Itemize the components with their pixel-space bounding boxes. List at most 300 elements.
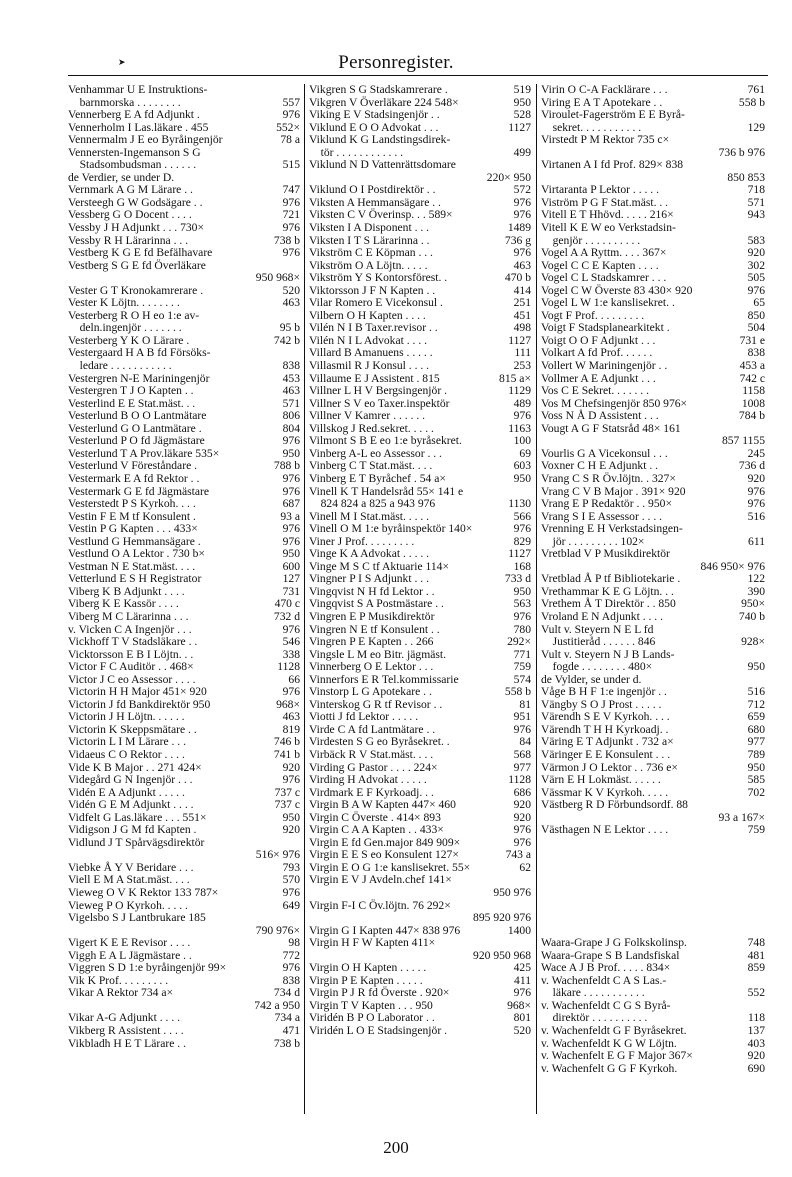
entry-page-ref: 920	[513, 810, 531, 824]
entry-page-ref: 1158	[742, 384, 765, 398]
register-entry	[309, 523, 531, 536]
entry-page-ref: 712	[747, 697, 765, 711]
register-entry	[541, 84, 765, 97]
entry-name: Vidaeus C O Rektor . . . .	[68, 747, 185, 761]
register-entry	[309, 962, 531, 975]
entry-name: Viner J Prof. . . . . . . . .	[309, 534, 415, 548]
entry-page-ref: 84	[519, 735, 531, 749]
entry-page-ref: 680	[747, 722, 765, 736]
register-entry	[68, 661, 300, 674]
entry-name: Vogel C L Stadskamrer . . .	[541, 271, 667, 285]
entry-name: Viksten A Hemmansägare . .	[309, 195, 441, 209]
entry-name: Virgin O H Kapten . . . . .	[309, 961, 427, 975]
entry-name: Virgin T V Kapten . . . 950	[309, 998, 433, 1012]
register-entry	[68, 749, 300, 762]
entry-name: Vieweg P O Kyrkoh. . . . .	[68, 898, 188, 912]
entry-page-ref: 583	[747, 233, 765, 247]
entry-page-ref: 571	[282, 396, 300, 410]
entry-name: Virtaranta P Lektor . . . . .	[541, 183, 659, 197]
entry-page-ref: 516× 976	[255, 848, 300, 862]
entry-page-ref: 976	[513, 609, 531, 623]
entry-page-ref: 838	[282, 973, 300, 987]
entry-page-ref: 976	[282, 221, 300, 235]
entry-name: Villasmil R J Konsul . . . .	[309, 359, 430, 373]
entry-page-ref: 66	[288, 672, 300, 686]
entry-page-ref: 788 b	[273, 459, 300, 473]
entry-name: Värmon J O Lektor . . 736 e×	[541, 760, 678, 774]
entry-name: Vestergren T J O Kapten . .	[68, 384, 194, 398]
register-entry	[541, 661, 765, 674]
register-entry	[541, 272, 765, 285]
entry-name: Voigt O O F Adjunkt . . .	[541, 333, 656, 347]
entry-name: Virgin C Överste . 414× 893	[309, 810, 441, 824]
register-entry	[68, 435, 300, 448]
entry-name: Västhagen N E Lektor . . . .	[541, 823, 669, 837]
entry-name: Vesterberg Y K O Lärare .	[68, 333, 190, 347]
entry-page-ref: 65	[753, 296, 765, 310]
entry-name: Vingren P E Kapten . . 266	[309, 635, 434, 649]
entry-name: Vernmark A G M Lärare . .	[68, 183, 193, 197]
entry-name: Vogel L W 1:e kanslisekret. .	[541, 296, 675, 310]
entry-page-ref: 950 968×	[255, 271, 300, 285]
entry-name: Vestberg K G E fd Befälhavare	[68, 246, 213, 260]
entry-page-ref: 928×	[741, 635, 765, 649]
register-entry	[309, 611, 531, 624]
entry-page-ref: 733 d	[504, 572, 531, 586]
entry-page-ref: 736 b 976	[718, 145, 765, 159]
entry-name: Viggren S D 1:e byråingenjör 99×	[68, 961, 227, 975]
entry-name: Viell E M A Stat.mäst. . . .	[68, 873, 190, 887]
entry-page-ref: 976	[513, 195, 531, 209]
register-entry	[309, 84, 531, 97]
entry-page-ref: 850 853	[727, 170, 765, 184]
register-entry	[309, 661, 531, 674]
entry-page-ref: 566	[513, 509, 531, 523]
entry-name: Vängby S O J Prost . . . . .	[541, 697, 662, 711]
register-entry	[541, 222, 765, 235]
margin-mark-icon: ➤	[118, 57, 126, 67]
entry-name: Vidén G E M Adjunkt . . . .	[68, 798, 194, 812]
register-entry	[541, 159, 765, 172]
entry-name: Vikström O A Löjtn. . . . .	[309, 258, 428, 272]
entry-name: Vingqvist S A Postmästare . .	[309, 597, 444, 611]
entry-name: Vikgren V Överläkare 224 548×	[309, 95, 459, 109]
entry-name: Vingren E P Musikdirektör	[309, 609, 435, 623]
entry-page-ref: 118	[748, 1011, 765, 1025]
entry-page-ref: 611	[748, 534, 765, 548]
entry-page-ref: 950	[513, 584, 531, 598]
column-divider	[304, 84, 305, 1114]
entry-page-ref: 600	[282, 559, 300, 573]
entry-name: Stadsombudsman . . . . . .	[68, 158, 197, 172]
entry-page-ref: 976	[282, 685, 300, 699]
entry-page-ref: 920 950 968	[473, 948, 531, 962]
entry-page-ref: 390	[747, 584, 765, 598]
entry-name: Virgin H F W Kapten 411×	[309, 936, 436, 950]
entry-page-ref: 976	[282, 886, 300, 899]
entry-page-ref: 686	[513, 785, 531, 799]
entry-name: sekret. . . . . . . . . . .	[541, 120, 642, 134]
register-entry	[541, 247, 765, 260]
entry-name: Viksten I A Disponent . . .	[309, 221, 430, 235]
entry-name: Vollmer A E Adjunkt . . .	[541, 371, 656, 385]
register-entry	[309, 573, 531, 586]
entry-name: Vinberg C T Stat.mäst. . . .	[309, 459, 433, 473]
register-entry	[309, 912, 531, 925]
entry-page-ref: 1008	[741, 396, 765, 410]
entry-name: Vestergren N-E Mariningenjör	[68, 371, 210, 385]
entry-name: Vidlund J T Spårvägsdirektör	[68, 835, 205, 849]
entry-page-ref: 302	[747, 258, 765, 272]
entry-name: Vidén E A Adjunkt . . . . .	[68, 785, 185, 799]
entry-name: v. Wachenfelt G G F Kyrkoh.	[541, 1061, 678, 1075]
entry-page-ref: 741 b	[273, 747, 300, 761]
entry-name: Viberg M C Lärarinna . . .	[68, 609, 189, 623]
entry-name: Vinberg A-L eo Assessor . . .	[309, 446, 442, 460]
entry-name: Virgin E O G 1:e kanslisekret. 55×	[309, 860, 471, 874]
entry-page-ref: 220× 950	[486, 170, 531, 184]
entry-name: v. Wachenfelt E G F Major 367×	[541, 1049, 693, 1063]
entry-name: Vollert W Mariningenjör . .	[541, 359, 668, 373]
entry-page-ref: 1127	[508, 120, 531, 134]
entry-page-ref: 742 c	[739, 371, 765, 385]
entry-name: Virtanen A I fd Prof. 829× 838	[541, 158, 684, 172]
entry-page-ref: 574	[513, 672, 531, 686]
entry-name: Vrang C V B Major . 391× 920	[541, 484, 686, 498]
entry-name: Vesterstedt P S Kyrkoh. . . .	[68, 497, 196, 511]
entry-page-ref: 759	[513, 660, 531, 674]
entry-page-ref: 81	[519, 697, 531, 711]
entry-name: Vitell K E W eo Verkstadsin-	[541, 221, 676, 235]
register-entry	[541, 297, 765, 310]
entry-name: Waara-Grape S B Landsfiskal	[541, 948, 680, 962]
entry-page-ref: 731	[282, 584, 300, 598]
register-entry	[68, 247, 300, 260]
header-rule	[68, 75, 768, 76]
register-entry	[68, 222, 300, 235]
entry-page-ref: 498	[513, 321, 531, 335]
entry-name: Väring E T Adjunkt . 732 a×	[541, 735, 674, 749]
entry-page-ref: 520	[513, 1024, 531, 1038]
entry-page-ref: 519	[513, 83, 531, 96]
entry-page-ref: 734 a	[274, 1011, 300, 1025]
entry-name: Vesterlind E E Stat.mäst. . .	[68, 396, 196, 410]
entry-page-ref: 748	[747, 936, 765, 950]
register-entry	[309, 887, 531, 900]
entry-name: Virin O C-A Facklärare . . .	[541, 83, 668, 96]
entry-name: Vikgren S G Stadskamrerare .	[309, 83, 448, 96]
entry-name: Vingqvist N H fd Lektor . .	[309, 584, 435, 598]
entry-page-ref: 129	[747, 120, 765, 134]
entry-name: Villaume E J Assistent . 815	[309, 371, 440, 385]
entry-page-ref: 453	[282, 371, 300, 385]
entry-name: Viridén L O E Stadsingenjör .	[309, 1024, 447, 1038]
entry-name: Vilmont S B E eo 1:e byråsekret.	[309, 434, 462, 448]
entry-page-ref: 736 g	[504, 233, 531, 247]
register-entry	[541, 498, 765, 511]
entry-page-ref: 977	[513, 760, 531, 774]
entry-page-ref: 920	[282, 760, 300, 774]
entry-name: v. Wachenfeldt K G W Löjtn.	[541, 1036, 677, 1050]
register-entry	[541, 711, 765, 724]
entry-name: v. Wachenfeldt G F Byråsekret.	[541, 1024, 687, 1038]
entry-name: Vingner P I S Adjunkt . . .	[309, 572, 429, 586]
entry-name: Vogel C W Överste 83 430× 920	[541, 283, 693, 297]
register-entry	[68, 824, 300, 837]
register-entry	[309, 711, 531, 724]
entry-page-ref: 471	[282, 1024, 300, 1038]
entry-name: Versteegh G W Godsägare . .	[68, 195, 203, 209]
entry-page-ref: 976	[282, 471, 300, 485]
entry-page-ref: 806	[282, 409, 300, 423]
register-column-2	[309, 84, 531, 1114]
entry-page-ref: 789	[747, 747, 765, 761]
entry-page-ref: 528	[513, 108, 531, 122]
entry-page-ref: 1400	[507, 923, 531, 937]
entry-name: Videgård G N Ingenjör . . .	[68, 773, 193, 787]
register-entry	[309, 636, 531, 649]
entry-name: Vessby J H Adjunkt . . . 730×	[68, 221, 205, 235]
entry-name: Vestergaard H A B fd Försöks-	[68, 346, 211, 360]
register-column-1	[68, 84, 300, 1114]
register-entry	[541, 1063, 765, 1076]
register-entry	[309, 548, 531, 561]
register-entry	[68, 1025, 300, 1038]
entry-name: Vessberg G O Docent . . . .	[68, 208, 192, 222]
entry-page-ref: 499	[513, 145, 531, 159]
entry-page-ref: 976	[747, 484, 765, 498]
entry-name: Västberg R D Förbundsordf. 88	[541, 798, 688, 812]
entry-page-ref: 895 920 976	[473, 911, 531, 925]
entry-page-ref: 95 b	[279, 321, 300, 335]
entry-name: Vesterlund T A Prov.läkare 535×	[68, 446, 220, 460]
entry-name: 824 824 a 825 a 943 976	[309, 497, 436, 511]
entry-page-ref: 515	[282, 158, 300, 172]
entry-name: Vestin P G Kapten . . . 433×	[68, 522, 198, 536]
register-entry	[309, 247, 531, 260]
entry-page-ref: 520	[282, 283, 300, 297]
register-entry	[68, 774, 300, 787]
column-divider	[536, 84, 537, 1114]
register-entry	[68, 548, 300, 561]
entry-page-ref: 414	[513, 283, 531, 297]
entry-name: Viklund O I Postdirektör . .	[309, 183, 436, 197]
entry-name: Våge B H F 1:e ingenjör . .	[541, 685, 667, 699]
entry-name: Vester G T Kronokamrerare .	[68, 283, 204, 297]
entry-page-ref: 738 b	[273, 233, 300, 247]
entry-name: Vinell O M 1:e byråinspektör 140×	[309, 522, 473, 536]
entry-name: Victor J C eo Assessor . . . .	[68, 672, 196, 686]
entry-name: Vinnerberg O E Lektor . . .	[309, 660, 434, 674]
entry-page-ref: 100	[513, 434, 531, 448]
entry-page-ref: 463	[282, 710, 300, 724]
entry-name: Vos M Chefsingenjör 850 976×	[541, 396, 688, 410]
entry-page-ref: 731 e	[739, 333, 765, 347]
entry-page-ref: 815 a×	[499, 371, 531, 385]
entry-name: Värendh T H H Kyrkoadj. .	[541, 722, 669, 736]
entry-name: Villner S V eo Taxer.inspektör	[309, 396, 450, 410]
register-entry	[309, 686, 531, 699]
entry-page-ref: 504	[747, 321, 765, 335]
register-entry	[309, 937, 531, 950]
entry-page-ref: 976	[282, 622, 300, 636]
register-entry	[68, 159, 300, 172]
entry-page-ref: 1489	[507, 221, 531, 235]
entry-page-ref: 62	[519, 860, 531, 874]
entry-name: Viking E V Stadsingenjör . .	[309, 108, 440, 122]
entry-name: Villner V Kamrer . . . . . .	[309, 409, 426, 423]
entry-name: Virdmark E F Kyrkoadj. . .	[309, 785, 434, 799]
register-entry	[309, 159, 531, 172]
entry-page-ref: 743 a	[505, 848, 531, 862]
entry-name: Virbäck R V Stat.mäst. . . .	[309, 747, 434, 761]
entry-page-ref: 976	[282, 434, 300, 448]
entry-name: Vidigson J G M fd Kapten .	[68, 823, 197, 837]
register-entry	[68, 109, 300, 122]
entry-name: läkare . . . . . . . . . . .	[541, 986, 645, 1000]
entry-page-ref: 451	[513, 308, 531, 322]
entry-name: Vesterlund B O O Lantmätare	[68, 409, 207, 423]
entry-page-ref: 558 b	[738, 95, 765, 109]
entry-name: Vikar A-G Adjunkt . . . .	[68, 1011, 181, 1025]
entry-name: Viktorsson J F N Kapten . .	[309, 283, 436, 297]
entry-page-ref: 516	[747, 685, 765, 699]
entry-page-ref: 784 b	[738, 409, 765, 423]
entry-name: Voss N Å D Assistent . . .	[541, 409, 659, 423]
entry-name: Vestermark E A fd Rektor . .	[68, 471, 200, 485]
entry-page-ref: 976	[282, 484, 300, 498]
register-entry	[541, 874, 765, 887]
entry-name: Vinterskog G R tf Revisor . .	[309, 697, 443, 711]
entry-name: Väringer E E Konsulent . . .	[541, 747, 671, 761]
entry-page-ref: 93 a 167×	[718, 810, 765, 824]
entry-page-ref: 463	[282, 384, 300, 398]
entry-name: Viebke Å Y V Beridare . . .	[68, 860, 194, 874]
entry-name: barnmorska . . . . . . . .	[68, 95, 181, 109]
entry-page-ref: 746 b	[273, 735, 300, 749]
entry-name: Virgin F-I C Öv.löjtn. 76 292×	[309, 898, 451, 912]
entry-name: Vinstorp L G Apotekare . .	[309, 685, 432, 699]
entry-name: Vogel A A Ryttm. . . . 367×	[541, 246, 667, 260]
register-entry	[68, 1038, 300, 1051]
register-entry	[309, 134, 531, 147]
register-entry	[309, 410, 531, 423]
entry-name: Vinberg E T Byråchef . 54 a×	[309, 471, 446, 485]
entry-page-ref: 690	[747, 1061, 765, 1075]
register-entry	[541, 887, 765, 900]
entry-page-ref: 950	[282, 810, 300, 824]
entry-name: Viberg K B Adjunkt . . . .	[68, 584, 185, 598]
register-entry	[309, 799, 531, 812]
entry-page-ref: 463	[282, 296, 300, 310]
entry-name: Vinge K A Advokat . . . . .	[309, 547, 430, 561]
entry-page-ref: 976	[513, 722, 531, 736]
entry-page-ref: 976	[513, 409, 531, 423]
entry-name: Vikbladh H E T Lärare . .	[68, 1036, 186, 1050]
entry-page-ref: 772	[282, 948, 300, 962]
register-entry	[68, 799, 300, 812]
entry-page-ref: 98	[288, 936, 300, 950]
entry-page-ref: 819	[282, 722, 300, 736]
register-entry	[541, 573, 765, 586]
entry-name: Vesterlund G O Lantmätare .	[68, 421, 202, 435]
entry-page-ref: 950	[282, 446, 300, 460]
entry-name: de Verdier, se under D.	[68, 170, 175, 184]
entry-page-ref: 950	[747, 660, 765, 674]
entry-page-ref: 245	[747, 446, 765, 460]
register-entry	[68, 912, 300, 925]
entry-page-ref: 793	[282, 860, 300, 874]
entry-page-ref: 976	[282, 522, 300, 536]
entry-page-ref: 687	[282, 497, 300, 511]
register-entry	[541, 749, 765, 762]
entry-name: Vingren N E tf Konsulent . .	[309, 622, 440, 636]
register-entry	[541, 410, 765, 423]
entry-name: direktör . . . . . . . . . .	[541, 1011, 648, 1025]
entry-name: Voxner C H E Adjunkt . .	[541, 459, 659, 473]
entry-name: Virgin P E Kapten . . . . .	[309, 973, 423, 987]
entry-name: Virgin P J R fd Överste . 920×	[309, 986, 450, 1000]
entry-page-ref: 976	[513, 246, 531, 260]
entry-page-ref: 738 b	[273, 1036, 300, 1050]
entry-name: Vrang C S R Öv.löjtn. . 327×	[541, 471, 676, 485]
entry-page-ref: 718	[747, 183, 765, 197]
entry-page-ref: 747	[282, 183, 300, 197]
entry-page-ref: 127	[282, 572, 300, 586]
entry-name: Waara-Grape J G Folkskolinsp.	[541, 936, 687, 950]
entry-name: Vestin F E M tf Konsulent .	[68, 509, 196, 523]
entry-name: Virgin E E S eo Konsulent 127×	[309, 848, 459, 862]
entry-page-ref: 801	[513, 1011, 531, 1025]
entry-page-ref: 585	[747, 773, 765, 787]
register-entry	[541, 937, 765, 950]
entry-page-ref: 976	[282, 108, 300, 122]
register-entry	[541, 824, 765, 837]
entry-name: Vässmar K V Kyrkoh. . . . .	[541, 785, 669, 799]
entry-page-ref: 976	[513, 522, 531, 536]
entry-name: Villskog J Red.sekret. . . . .	[309, 421, 434, 435]
entry-name: Victorin K Skeppsmätare . .	[68, 722, 197, 736]
entry-page-ref: 850	[747, 308, 765, 322]
register-entry	[309, 435, 531, 448]
register-entry	[68, 937, 300, 950]
entry-page-ref: 920	[747, 246, 765, 260]
entry-name: Villner L H V Bergsingenjör .	[309, 384, 447, 398]
entry-name: Volkart A fd Prof. . . . . .	[541, 346, 653, 360]
entry-page-ref: 558 b	[504, 685, 531, 699]
register-entry	[541, 134, 765, 147]
entry-page-ref: 702	[747, 785, 765, 799]
register-entry	[68, 611, 300, 624]
entry-name: v. Wachenfeldt C G S Byrå-	[541, 998, 671, 1012]
entry-name: Vikberg R Assistent . . . .	[68, 1024, 184, 1038]
entry-page-ref: 859	[747, 961, 765, 975]
register-entry	[68, 385, 300, 398]
entry-page-ref: 780	[513, 622, 531, 636]
entry-name: deln.ingenjör . . . . . . .	[68, 321, 182, 335]
entry-name: Vinell K T Handelsråd 55× 141 e	[309, 484, 464, 498]
entry-name: Victorin H H Major 451× 920	[68, 685, 207, 699]
register-entry	[309, 1025, 531, 1038]
entry-page-ref: 950 976	[493, 886, 531, 899]
entry-page-ref: 976	[282, 534, 300, 548]
entry-page-ref: 338	[282, 647, 300, 661]
entry-name: Virgin C A A Kapten . . 433×	[309, 823, 444, 837]
entry-name: Villard B Amanuens . . . . .	[309, 346, 433, 360]
register-entry	[541, 774, 765, 787]
register-entry	[68, 272, 300, 285]
entry-page-ref: 976	[282, 195, 300, 209]
